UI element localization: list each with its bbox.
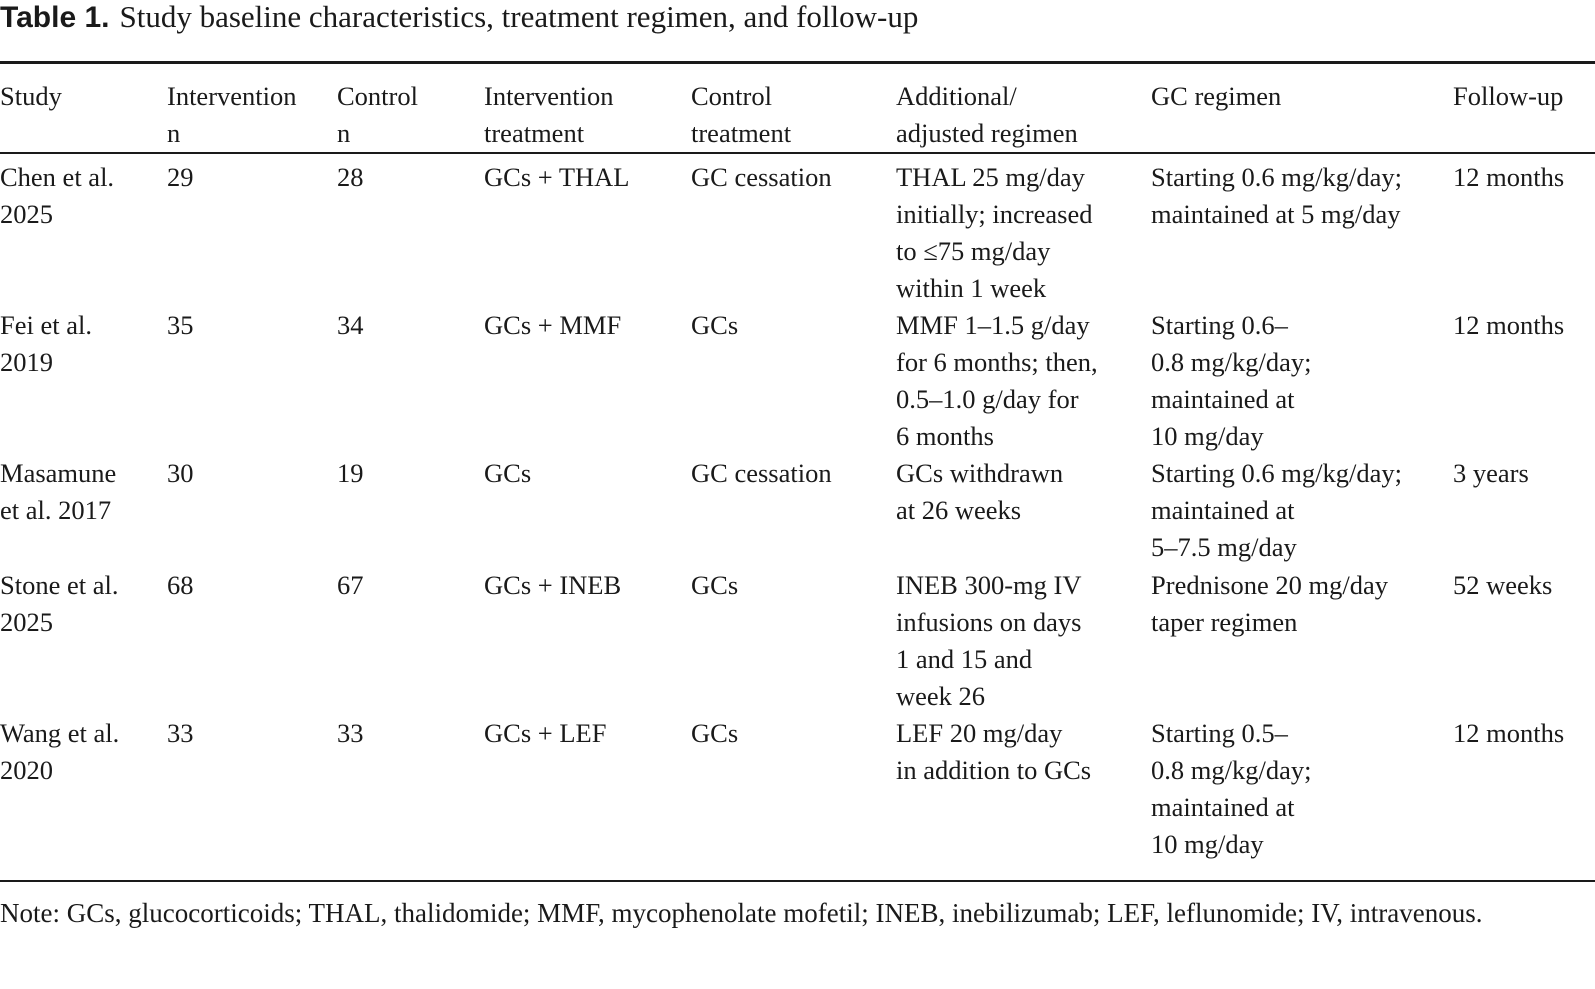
header-study: Study [0, 81, 62, 111]
table-footnote: Note: GCs, glucocorticoids; THAL, thalidomide; MMF, mycophenolate mofetil; INEB, inebilizumab; LEF, leflunomide; IV, intravenous. [0, 898, 1483, 928]
cell-intervention-treatment: GCs + INEB [484, 570, 622, 600]
cell-follow-up: 3 years [1453, 458, 1529, 488]
cell-intervention-treatment: GCs + MMF [484, 310, 622, 340]
cell-gc-regimen: Starting 0.6 mg/kg/day; maintained at 5 mg/day [1151, 162, 1402, 229]
cell-gc-regimen: Prednisone 20 mg/day taper regimen [1151, 570, 1388, 637]
cell-additional-regimen: MMF 1–1.5 g/day for 6 months; then, 0.5–1.0 g/day for 6 months [896, 310, 1098, 451]
cell-control-treatment: GCs [691, 310, 739, 340]
cell-additional-regimen: THAL 25 mg/day initially; increased to ≤75 mg/day within 1 week [896, 162, 1093, 303]
table-row [0, 715, 1595, 863]
cell-intervention-treatment: GCs [484, 458, 532, 488]
header-intervention-treatment: Intervention treatment [484, 81, 614, 148]
header-row [0, 78, 1595, 152]
cell-study: Wang et al. 2020 [0, 718, 120, 785]
cell-intervention-treatment: GCs + THAL [484, 162, 630, 192]
bottom-rule [0, 880, 1595, 882]
cell-intervention-n: 30 [167, 458, 194, 488]
cell-gc-regimen: Starting 0.6– 0.8 mg/kg/day; maintained at 10 mg/day [1151, 310, 1312, 451]
cell-follow-up: 12 months [1453, 718, 1565, 748]
cell-additional-regimen: GCs withdrawn at 26 weeks [896, 458, 1064, 525]
table-row [0, 567, 1595, 715]
cell-control-treatment: GCs [691, 718, 739, 748]
table-caption [0, 0, 918, 34]
cell-control-treatment: GC cessation [691, 458, 832, 488]
cell-study: Masamune et al. 2017 [0, 458, 117, 525]
cell-follow-up: 52 weeks [1453, 570, 1553, 600]
table-row [0, 307, 1595, 455]
cell-study: Stone et al. 2025 [0, 570, 119, 637]
table-row [0, 455, 1595, 567]
cell-intervention-n: 33 [167, 718, 194, 748]
cell-control-n: 19 [337, 458, 364, 488]
cell-gc-regimen: Starting 0.6 mg/kg/day; maintained at 5–7.5 mg/day [1151, 458, 1402, 562]
cell-additional-regimen: INEB 300-mg IV infusions on days 1 and 15 and week 26 [896, 570, 1082, 711]
cell-study: Chen et al. 2025 [0, 162, 115, 229]
cell-follow-up: 12 months [1453, 310, 1565, 340]
cell-follow-up: 12 months [1453, 162, 1565, 192]
cell-control-treatment: GCs [691, 570, 739, 600]
table-row [0, 159, 1595, 307]
cell-intervention-n: 29 [167, 162, 194, 192]
header-control-treatment: Control treatment [691, 81, 792, 148]
header-intervention-n: Intervention n [167, 81, 297, 148]
header-control-n: Control n [337, 81, 418, 148]
cell-intervention-treatment: GCs + LEF [484, 718, 607, 748]
table-label: Table 1. [0, 1, 110, 34]
header-gc-regimen: GC regimen [1151, 81, 1282, 111]
header-follow-up: Follow-up [1453, 81, 1564, 111]
cell-control-n: 28 [337, 162, 364, 192]
cell-control-treatment: GC cessation [691, 162, 832, 192]
cell-intervention-n: 35 [167, 310, 194, 340]
cell-additional-regimen: LEF 20 mg/day in addition to GCs [896, 718, 1092, 785]
top-rule [0, 61, 1595, 64]
cell-control-n: 33 [337, 718, 364, 748]
study-characteristics-table [0, 78, 1595, 863]
table-title: Study baseline characteristics, treatment regimen, and follow-up [119, 0, 919, 34]
cell-gc-regimen: Starting 0.5– 0.8 mg/kg/day; maintained at 10 mg/day [1151, 718, 1312, 859]
header-additional-regimen: Additional/ adjusted regimen [896, 81, 1078, 148]
cell-control-n: 67 [337, 570, 364, 600]
cell-study: Fei et al. 2019 [0, 310, 92, 377]
cell-intervention-n: 68 [167, 570, 194, 600]
cell-control-n: 34 [337, 310, 364, 340]
